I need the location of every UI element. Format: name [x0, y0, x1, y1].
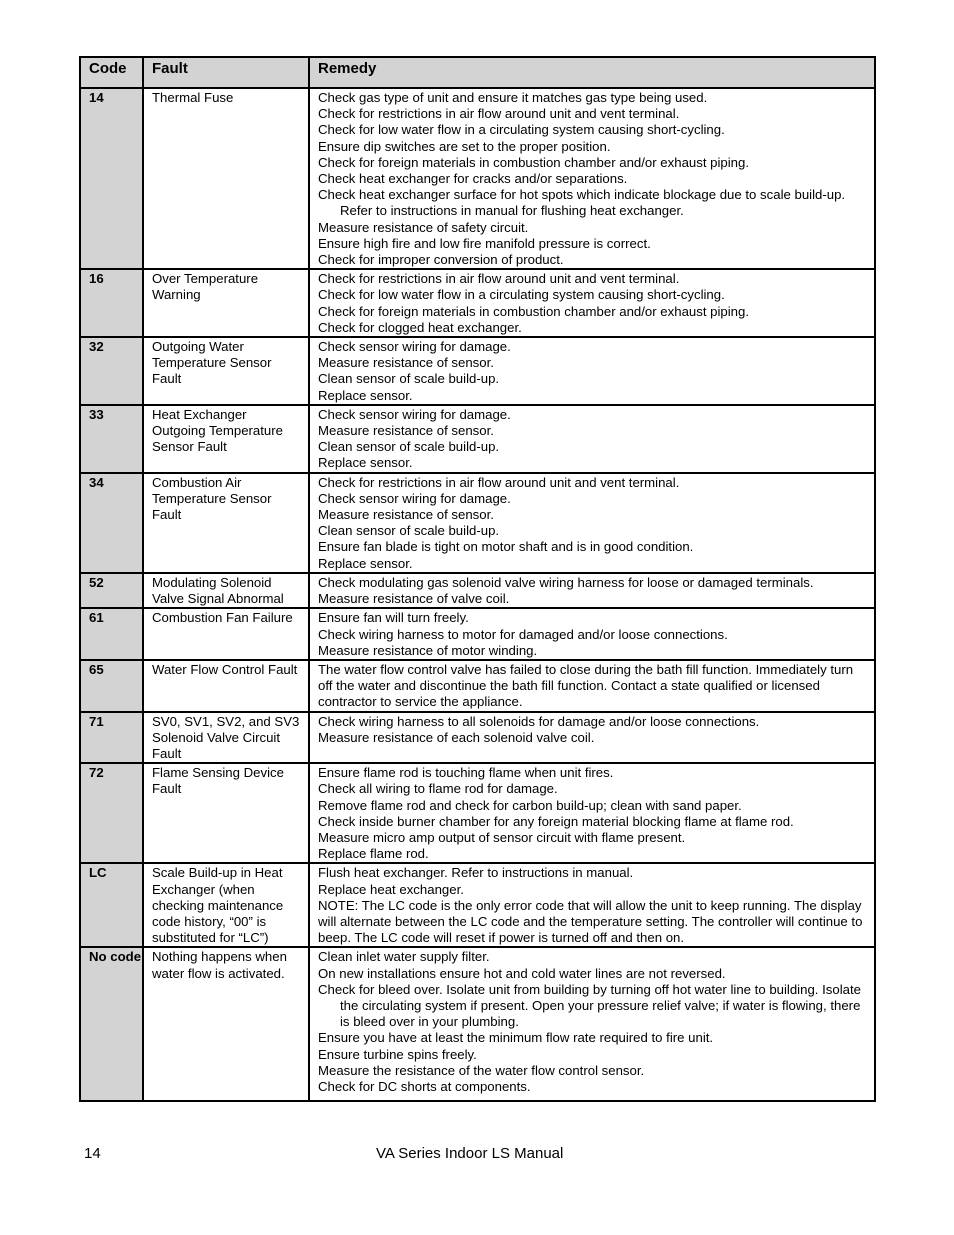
table-row — [80, 608, 875, 660]
table-row — [80, 405, 875, 473]
remedy-line: Replace flame rod. — [318, 846, 429, 862]
remedy-line: Ensure flame rod is touching flame when unit fires. — [318, 765, 614, 781]
remedy-line: Flush heat exchanger. Refer to instructions in manual. — [318, 865, 634, 881]
fault-code-cell: No code — [80, 947, 143, 1101]
remedy-line: Check for foreign materials in combustion chamber and/or exhaust piping. — [318, 303, 750, 319]
fault-description-cell: Outgoing Water Temperature Sensor Fault — [143, 337, 309, 405]
remedy-cell — [309, 863, 875, 947]
remedy-line: Check heat exchanger surface for hot spots which indicate blockage due to scale build-up. Refer to instructions in manual for flushing heat exchanger. — [318, 187, 846, 219]
fault-code-cell: 61 — [80, 608, 143, 660]
remedy-line: On new installations ensure hot and cold water lines are not reversed. — [318, 965, 726, 981]
remedy-cell — [309, 337, 875, 405]
remedy-line: Check heat exchanger for cracks and/or separations. — [318, 171, 628, 187]
header-remedy: Remedy — [309, 57, 875, 88]
remedy-line: Measure resistance of sensor. — [318, 423, 494, 439]
table-row — [80, 712, 875, 764]
fault-code-cell: 52 — [80, 573, 143, 608]
remedy-line: Measure micro amp output of sensor circuit with flame present. — [318, 829, 686, 845]
remedy-line: Measure resistance of sensor. — [318, 507, 494, 523]
fault-description-cell: Thermal Fuse — [143, 88, 309, 269]
table-row — [80, 473, 875, 573]
fault-description-cell: Modulating Solenoid Valve Signal Abnormal — [143, 573, 309, 608]
remedy-line: Check for foreign materials in combustion chamber and/or exhaust piping. — [318, 154, 750, 170]
fault-description-cell: SV0, SV1, SV2, and SV3 Solenoid Valve Circuit Fault — [143, 712, 309, 764]
remedy-line: Clean inlet water supply filter. — [318, 949, 490, 965]
table-row — [80, 660, 875, 712]
page-number: 14 — [84, 1145, 101, 1162]
remedy-line: Measure resistance of sensor. — [318, 355, 494, 371]
fault-code-cell: 65 — [80, 660, 143, 712]
fault-description-cell: Nothing happens when water flow is activated. — [143, 947, 309, 1101]
remedy-line: Measure resistance of safety circuit. — [318, 219, 529, 235]
remedy-line: Check inside burner chamber for any foreign material blocking flame at flame rod. — [318, 813, 794, 829]
remedy-line: Check sensor wiring for damage. — [318, 339, 511, 355]
remedy-line: Check for restrictions in air flow around unit and vent terminal. — [318, 106, 680, 122]
manual-title: VA Series Indoor LS Manual — [376, 1145, 564, 1162]
remedy-cell — [309, 88, 875, 269]
table-row — [80, 269, 875, 337]
remedy-line: Check for low water flow in a circulating system causing short-cycling. — [318, 122, 725, 138]
header-code: Code — [80, 57, 143, 88]
table-row — [80, 947, 875, 1101]
remedy-cell — [309, 763, 875, 863]
remedy-paragraph: NOTE: The LC code is the only error code that will allow the unit to keep running. The display will alternate between the LC code and the temperature setting. The controller will continue to beep. The LC code will reset if power is turned off and then on. — [318, 897, 863, 946]
table-row — [80, 763, 875, 863]
remedy-line: Replace sensor. — [318, 555, 413, 571]
remedy-line: Check modulating gas solenoid valve wiring harness for loose or damaged terminals. — [318, 574, 814, 590]
table-row — [80, 863, 875, 947]
remedy-line: Clean sensor of scale build-up. — [318, 439, 500, 455]
fault-description-cell: Combustion Fan Failure — [143, 608, 309, 660]
fault-description-cell: Over Temperature Warning — [143, 269, 309, 337]
remedy-line: Check sensor wiring for damage. — [318, 406, 511, 422]
remedy-cell — [309, 473, 875, 573]
remedy-cell — [309, 660, 875, 712]
fault-description-cell: Combustion Air Temperature Sensor Fault — [143, 473, 309, 573]
remedy-line: Measure resistance of motor winding. — [318, 642, 538, 658]
remedy-line: Check for low water flow in a circulating system causing short-cycling. — [318, 287, 725, 303]
fault-code-cell: 16 — [80, 269, 143, 337]
remedy-cell — [309, 573, 875, 608]
remedy-line: Ensure high fire and low fire manifold pressure is correct. — [318, 235, 651, 251]
remedy-line: Replace heat exchanger. — [318, 881, 464, 897]
remedy-line: Check gas type of unit and ensure it matches gas type being used. — [318, 90, 708, 105]
remedy-line: Clean sensor of scale build-up. — [318, 523, 500, 539]
remedy-line: Ensure turbine spins freely. — [318, 1046, 477, 1062]
fault-description-cell: Flame Sensing Device Fault — [143, 763, 309, 863]
header-fault: Fault — [143, 57, 309, 88]
fault-code-cell: 71 — [80, 712, 143, 764]
table-header-row — [80, 57, 875, 88]
remedy-paragraph: The water flow control valve has failed to close during the bath fill function. Immediately turn off the water and discontinue the bath fill function. Contact a state qualified or licensed contractor to service the appliance. — [318, 661, 854, 710]
remedy-line: Measure the resistance of the water flow control sensor. — [318, 1062, 645, 1078]
remedy-line: Check for bleed over. Isolate unit from building by turning off hot water line to building. Isolate the circulating system if present. Open your pressure relief valve; if water is flowing, there is bleed over in your plumbing. — [318, 981, 861, 1030]
fault-code-cell: 32 — [80, 337, 143, 405]
fault-description-cell: Scale Build-up in Heat Exchanger (when checking maintenance code history, “00” is substituted for “LC”) — [143, 863, 309, 947]
fault-description-cell: Water Flow Control Fault — [143, 660, 309, 712]
remedy-line: Ensure fan blade is tight on motor shaft and is in good condition. — [318, 539, 694, 555]
table-row — [80, 573, 875, 608]
remedy-line: Clean sensor of scale build-up. — [318, 371, 500, 387]
remedy-cell — [309, 405, 875, 473]
remedy-line: Check for clogged heat exchanger. — [318, 319, 522, 335]
remedy-line: Check for restrictions in air flow around unit and vent terminal. — [318, 474, 680, 490]
remedy-line: Replace sensor. — [318, 455, 413, 471]
fault-code-cell: LC — [80, 863, 143, 947]
remedy-line: Ensure you have at least the minimum flow rate required to fire unit. — [318, 1030, 714, 1046]
remedy-line: Remove flame rod and check for carbon build-up; clean with sand paper. — [318, 797, 742, 813]
fault-code-cell: 33 — [80, 405, 143, 473]
remedy-cell — [309, 947, 875, 1101]
remedy-line: Ensure dip switches are set to the proper position. — [318, 138, 611, 154]
remedy-line: Measure resistance of valve coil. — [318, 591, 510, 607]
remedy-line: Check all wiring to flame rod for damage. — [318, 781, 558, 797]
fault-code-cell: 72 — [80, 763, 143, 863]
remedy-cell — [309, 269, 875, 337]
remedy-line: Ensure fan will turn freely. — [318, 610, 469, 626]
remedy-line: Check sensor wiring for damage. — [318, 490, 511, 506]
fault-description-cell: Heat Exchanger Outgoing Temperature Sensor Fault — [143, 405, 309, 473]
remedy-line: Check for improper conversion of product. — [318, 252, 564, 268]
fault-code-table — [79, 56, 876, 1102]
remedy-cell — [309, 712, 875, 764]
table-row — [80, 88, 875, 269]
remedy-line: Replace sensor. — [318, 387, 413, 403]
remedy-line: Check for restrictions in air flow around unit and vent terminal. — [318, 271, 680, 287]
remedy-cell — [309, 608, 875, 660]
remedy-line: Check wiring harness to all solenoids for damage and/or loose connections. — [318, 713, 760, 729]
table-row — [80, 337, 875, 405]
remedy-line: Check for DC shorts at components. — [318, 1078, 531, 1094]
remedy-line: Check wiring harness to motor for damaged and/or loose connections. — [318, 626, 728, 642]
fault-code-cell: 34 — [80, 473, 143, 573]
fault-code-cell: 14 — [80, 88, 143, 269]
remedy-line: Measure resistance of each solenoid valve coil. — [318, 729, 595, 745]
table-body — [80, 88, 875, 1101]
